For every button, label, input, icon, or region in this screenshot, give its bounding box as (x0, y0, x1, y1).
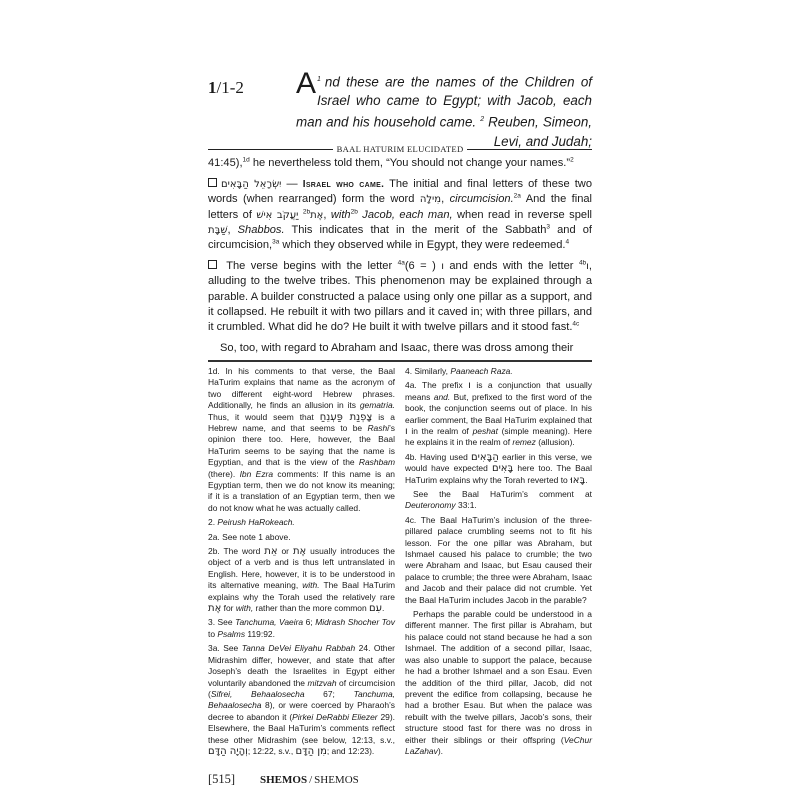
text: , alluding to the twelve tribes. This phenomenon may be explained through a parable. A builder constructed a palace using only one pillar as a support, and it collapsed. He rebuilt it with two pillars and it caved in; with three pillars, and it crumbled. What did he do? He built it with twelve pillars and it stood fast. (208, 260, 592, 334)
verse-number-1: 1 (317, 76, 321, 83)
italic-text: Tanchuma, Behaalosecha (208, 688, 395, 711)
italic-text: Tanchuma, Vaeira (235, 617, 304, 628)
text: ; 12:22, s.v., (247, 745, 296, 756)
verse-range: /1-2 (216, 78, 244, 97)
italic-text: remez (512, 437, 536, 448)
text: See the Baal HaTurim’s comment at (413, 489, 592, 499)
text: , (227, 223, 238, 236)
hebrew-word: אֶת (310, 209, 324, 221)
text: 3. See (208, 617, 236, 628)
hebrew-word: אֶת (208, 603, 222, 615)
text: 33:1. (455, 500, 477, 511)
footnotes (208, 366, 592, 760)
hebrew-word: בָּאִים (491, 463, 514, 475)
text: 4c. The Baal HaTurim’s inclusion of the three-pillared palace crumbling seems not to fit his lesson. For the one pillar was Abraham, but Ishmael caused his palace to crumble; the two were Abraham and Isaac, but Esau caused their palace to crumble; the three were Abraham, Isaac and Jacob and their palace did not crumble. Yet the Baal HaTurim includes Jacob in the parable? (405, 514, 592, 605)
italic-text: peshat (472, 425, 498, 436)
text: of circumcision ( (208, 677, 396, 699)
italic-text: with (330, 208, 351, 221)
book-page (208, 67, 593, 787)
text: 6; (303, 617, 316, 628)
text: — (281, 178, 303, 191)
hebrew-word: מִן הַדָּם (295, 745, 327, 757)
hebrew-word: מִילָה (419, 194, 442, 206)
text: and of circumcision, (208, 223, 592, 252)
text: Thus, it would seem that (208, 411, 320, 422)
verse-1-text: nd these are the names of the Children of Israel who came to Egypt; with Jacob, each man and his household came. (296, 74, 592, 130)
text: 41:45), (208, 157, 243, 169)
hebrew-word: שַׁבָּת (208, 224, 228, 236)
italic-text: Rashi (367, 422, 390, 433)
hebrew-word: בָּאוּ (570, 474, 586, 486)
text: 29). Elsewhere, the Baal HaTurim’s comments reflect these other Midrashim (see below, 12:13, s.v., (208, 711, 395, 745)
footnote-ref[interactable]: 4 (565, 238, 570, 246)
hebrew-letter: ו (586, 261, 589, 273)
ballot-box-icon (208, 260, 217, 269)
footnote-4a (405, 380, 592, 448)
commentary-paragraph-2 (208, 177, 592, 253)
section-title: BAAL HATURIM ELUCIDATED (336, 144, 464, 154)
hebrew-word: וְהָיָה הַדָּם (208, 745, 248, 757)
italic-text: circumcision. (449, 193, 514, 206)
italic-text: and. (433, 391, 451, 402)
hebrew-word: ו (468, 380, 471, 392)
commentary-paragraph-3 (208, 259, 592, 335)
text: (simple meaning). Here he explains it in the realm of (405, 425, 592, 448)
text: ( = 6) and ends with the letter (404, 260, 579, 273)
text: which they observed while in Egypt, they were redeemed. (279, 239, 566, 252)
text: is a conjunction that usually means (405, 380, 593, 402)
text: ; and 12:23). (326, 745, 375, 756)
text: usually introduces the object of a verb and is thus left untranslated in English. Here, however, it is to be understood in its alternative meaning, (208, 546, 395, 591)
hebrew-word: יַעֲקֹב אִישׁ (256, 209, 299, 221)
text: 2. (208, 517, 218, 528)
verse-translation (296, 67, 592, 151)
footnote-ref[interactable]: 1d (242, 156, 250, 164)
text: rather than the more common (253, 603, 370, 614)
text: , (323, 208, 331, 221)
text: 24. Other Midrashim differ, however, and state that after Joseph’s death the Israelites in Egypt either voluntarily abandoned the (208, 643, 395, 688)
text: The verse begins with the letter (221, 260, 398, 273)
drop-cap: A (296, 67, 317, 100)
footnote-ref[interactable]: 3 (546, 223, 550, 231)
italic-text: Tanna DeVei Eliyahu Rabbah (241, 643, 356, 654)
text: . (382, 603, 385, 614)
text: (there). (208, 468, 240, 479)
text: 3a. See (208, 643, 242, 654)
hebrew-word: צָפְנַת פַּעְנֵחַ (319, 411, 373, 423)
text: 119:92. (245, 628, 275, 639)
text: 4. Similarly, (405, 365, 451, 376)
text: Perhaps the parable could be understood in a different manner. The first pillar is Abraham, but his palace could not stand because he had a son Ishmael. The addition of a second pillar, Isaac, was also unable to support the palace, because he had a brother Ishmael and a son Esau. Even the addition of the third pillar, Jacob, did not prevent the edifice from collapsing, because he had a brother Esau. But when the palace was rebuilt with the twelve pillars, Jacob’s sons, their structure stood fast for there was no dross in either their siblings or their offspring ( (405, 609, 592, 745)
text: 2a. See note 1 above. (208, 531, 291, 542)
text: or (277, 546, 293, 557)
text: The Baal HaTurim explains why the Torah used the relatively rare (208, 580, 395, 602)
text: is a Hebrew name, and that seems to be (208, 411, 395, 433)
text: 4b. Having used (405, 451, 472, 462)
commentary-heading: Israel who came. (302, 179, 385, 191)
text: 8), or were coerced by Pharaoh’s decree to abandon it ( (208, 700, 395, 722)
italic-text: Pirkei DeRabbi Eliezer (292, 711, 378, 722)
footnote-4c (405, 515, 592, 606)
italic-text: Peirush HaRokeach. (217, 517, 295, 528)
verse-2-text: Reuben, Simeon, Levi, and Judah; (488, 114, 592, 149)
italic-text: with, (235, 603, 254, 614)
footnote-ref[interactable]: 4c (572, 320, 580, 328)
text: ). (437, 745, 443, 756)
footnote-ref[interactable]: 2b (302, 207, 311, 215)
italic-text: Rashbam (358, 457, 395, 468)
footnote-2a (208, 532, 395, 543)
italic-text: Psalms (217, 628, 246, 639)
footnote-ref[interactable]: 4a (397, 259, 405, 267)
page-number: [515] (208, 772, 236, 787)
text: in the realm of (407, 425, 473, 436)
text: But, prefixed to the first word of the book, the conjunction seems out of place. In his earlier comment, the Baal HaTurim explained that (405, 391, 592, 425)
text: earlier in this verse, we would have expected (405, 451, 592, 474)
footnote-ref[interactable]: 2b (350, 207, 358, 215)
footnote-ref[interactable]: 4b (578, 259, 587, 267)
text: 4a. The prefix (405, 380, 469, 391)
text: 1d. In his comments to that verse, the Baal HaTurim explains that name as the acronym of two different eight-word Hebrew phrases. Additionally, he finds an allusion in its (208, 365, 395, 411)
italic-text: Paaneach Raza. (450, 365, 513, 376)
hebrew-word: ו (405, 425, 408, 437)
italic-text: Shabbos. (237, 223, 285, 236)
chapter-number: 1 (208, 78, 217, 97)
footnote-4 (405, 366, 592, 377)
text: comments: If this name is an Egyptian term, then we do not know its meaning; if it is a translation of an Egyptian term, then we do not know what he was actually called. (208, 468, 395, 513)
footnote-3a (208, 643, 395, 757)
italic-text: Deuteronomy (405, 500, 456, 511)
chapter-verse-reference (208, 78, 244, 98)
hebrew-word: הַבָּאִים (471, 451, 499, 463)
footnote-ref[interactable]: 2 (570, 156, 574, 164)
text: when read in reverse spell (452, 208, 592, 221)
commentary-paragraph-1 (208, 156, 592, 171)
footnote-1d (208, 366, 395, 514)
italic-text: Midrash Shocher Tov (315, 617, 395, 628)
hebrew-word: אֵת (264, 546, 278, 558)
text: The initial and final letters of these two words (when rearranged) form the word (208, 178, 592, 206)
footnote-ref[interactable]: 3a (272, 238, 280, 246)
italic-text: Jacob, each man, (357, 208, 453, 221)
text: 2b. The word (208, 546, 265, 557)
footnote-2b (208, 546, 395, 614)
hebrew-letter: ו (441, 261, 444, 273)
text: . (585, 474, 588, 485)
footnote-ref[interactable]: 2a (513, 192, 521, 200)
footnote-2 (208, 517, 395, 528)
text: (allusion). (535, 437, 575, 448)
hebrew-word: אֶת (292, 546, 307, 558)
italic-text: VeChur LaZahav (405, 734, 592, 756)
page-footer (208, 772, 592, 787)
footnote-4b-cont (405, 489, 592, 512)
hebrew-word: עִם (369, 603, 383, 615)
text: here too. The Baal HaTurim explains why the Torah reverted to (405, 463, 592, 485)
commentary-body (208, 156, 592, 356)
italic-text: gematria. (359, 400, 395, 411)
verse-number-2: 2 (480, 116, 485, 124)
footnotes-left-column (208, 366, 395, 760)
text: ’s opinion there too. Here, however, the Baal HaTurim seems to be saying that the name is Egyptian, and that is the view of the (208, 422, 395, 468)
text: he nevertheless told them, “You should not change your names.” (249, 157, 571, 169)
book-title-english: SHEMOS (314, 774, 359, 787)
italic-text: Sifrei, Behaalosecha (210, 688, 305, 699)
ballot-box-icon (208, 178, 217, 187)
footnote-4c-cont (405, 609, 592, 757)
text: , (441, 193, 450, 206)
hebrew-heading: יִשְׂרָאֵל הַבָּאִים (221, 179, 282, 191)
text: And the final letters of (208, 193, 592, 221)
commentary-paragraph-4: So, too, with regard to Abraham and Isaac, there was dross among their (220, 342, 574, 355)
text: for (221, 603, 236, 614)
title-separator: / (309, 774, 313, 787)
text: This indicates that in the merit of the Sabbath (284, 223, 547, 236)
text: to (208, 628, 218, 639)
footnote-4b (405, 452, 592, 486)
text: 67; (304, 688, 354, 699)
footnotes-right-column (405, 366, 592, 760)
italic-text: Ibn Ezra (239, 468, 274, 479)
footnote-3 (208, 617, 395, 640)
italic-text: with. (302, 580, 320, 591)
book-title: SHEMOS (260, 774, 308, 787)
footnote-divider (208, 360, 592, 362)
italic-text: mitzvah (307, 677, 337, 688)
